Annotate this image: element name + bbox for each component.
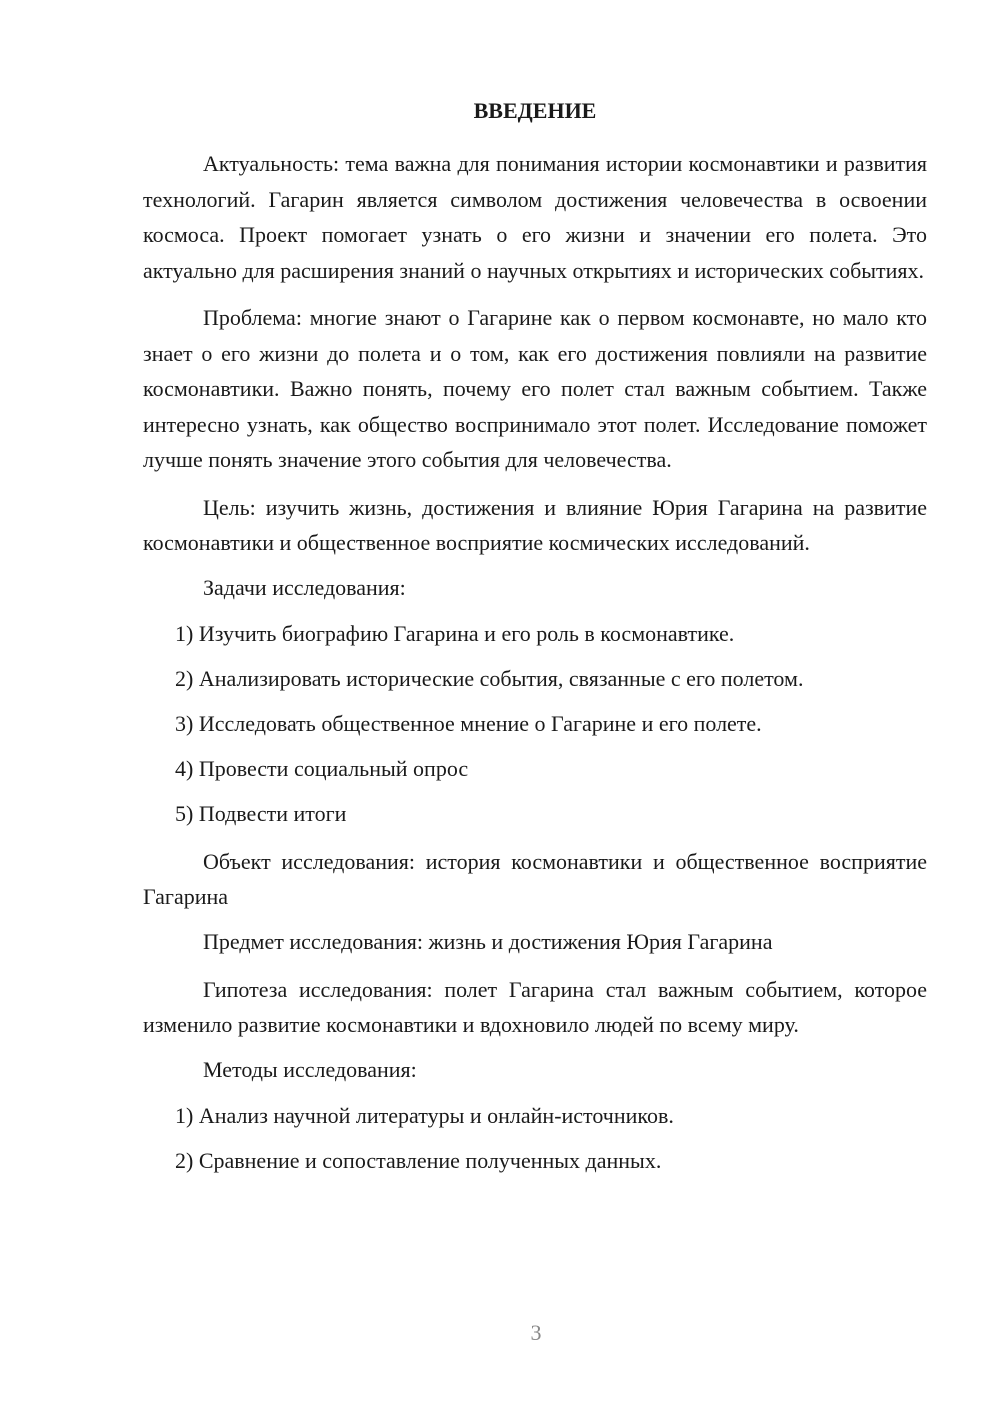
tasks-list [143,619,927,829]
method-item: 1) Анализ научной литературы и онлайн-источников. [175,1102,674,1128]
task-item: 1) Изучить биографию Гагарина и его роль в космонавтике. [175,620,735,646]
section-title: ВВЕДЕНИЕ [473,98,597,123]
subject-paragraph: Предмет исследования: жизнь и достижения Юрия Гагарина [203,928,773,954]
method-item: 2) Сравнение и сопоставление полученных данных. [175,1147,662,1173]
methods-list [143,1101,927,1176]
page-content [143,94,927,1191]
task-item: 4) Провести социальный опрос [175,755,469,781]
object-paragraph: Объект исследования: история космонавтики и общественное восприятие Гагарина [143,848,927,909]
page-number: 3 [530,1320,542,1345]
task-item: 2) Анализировать исторические события, связанные с его полетом. [175,665,804,691]
problem-paragraph: Проблема: многие знают о Гагарине как о первом космонавте, но мало кто знает о его жизни до полета и о том, как его достижения повлияли на развитие космонавтики. Важно понять, почему его полет стал важным событием. Также интересно узнать, как общество воспринимало этот полет. Исследование поможет лучше понять значение этого события для человечества. [143,305,927,472]
goal-paragraph: Цель: изучить жизнь, достижения и влияние Юрия Гагарина на развитие космонавтики и общественное восприятие космических исследований. [143,494,927,555]
task-item: 5) Подвести итоги [175,800,347,826]
tasks-label: Задачи исследования: [203,574,406,600]
hypothesis-paragraph: Гипотеза исследования: полет Гагарина стал важным событием, которое изменило развитие космонавтики и вдохновило людей по всему миру. [143,976,927,1037]
task-item: 3) Исследовать общественное мнение о Гагарине и его полете. [175,710,762,736]
methods-label: Методы исследования: [203,1056,417,1082]
relevance-paragraph: Актуальность: тема важна для понимания истории космонавтики и развития технологий. Гагарин является символом достижения человечества в освоении космоса. Проект помогает узнать о его жизни и значении его полета. Это актуально для расширения знаний о научных открытиях и исторических событиях. [143,151,927,283]
